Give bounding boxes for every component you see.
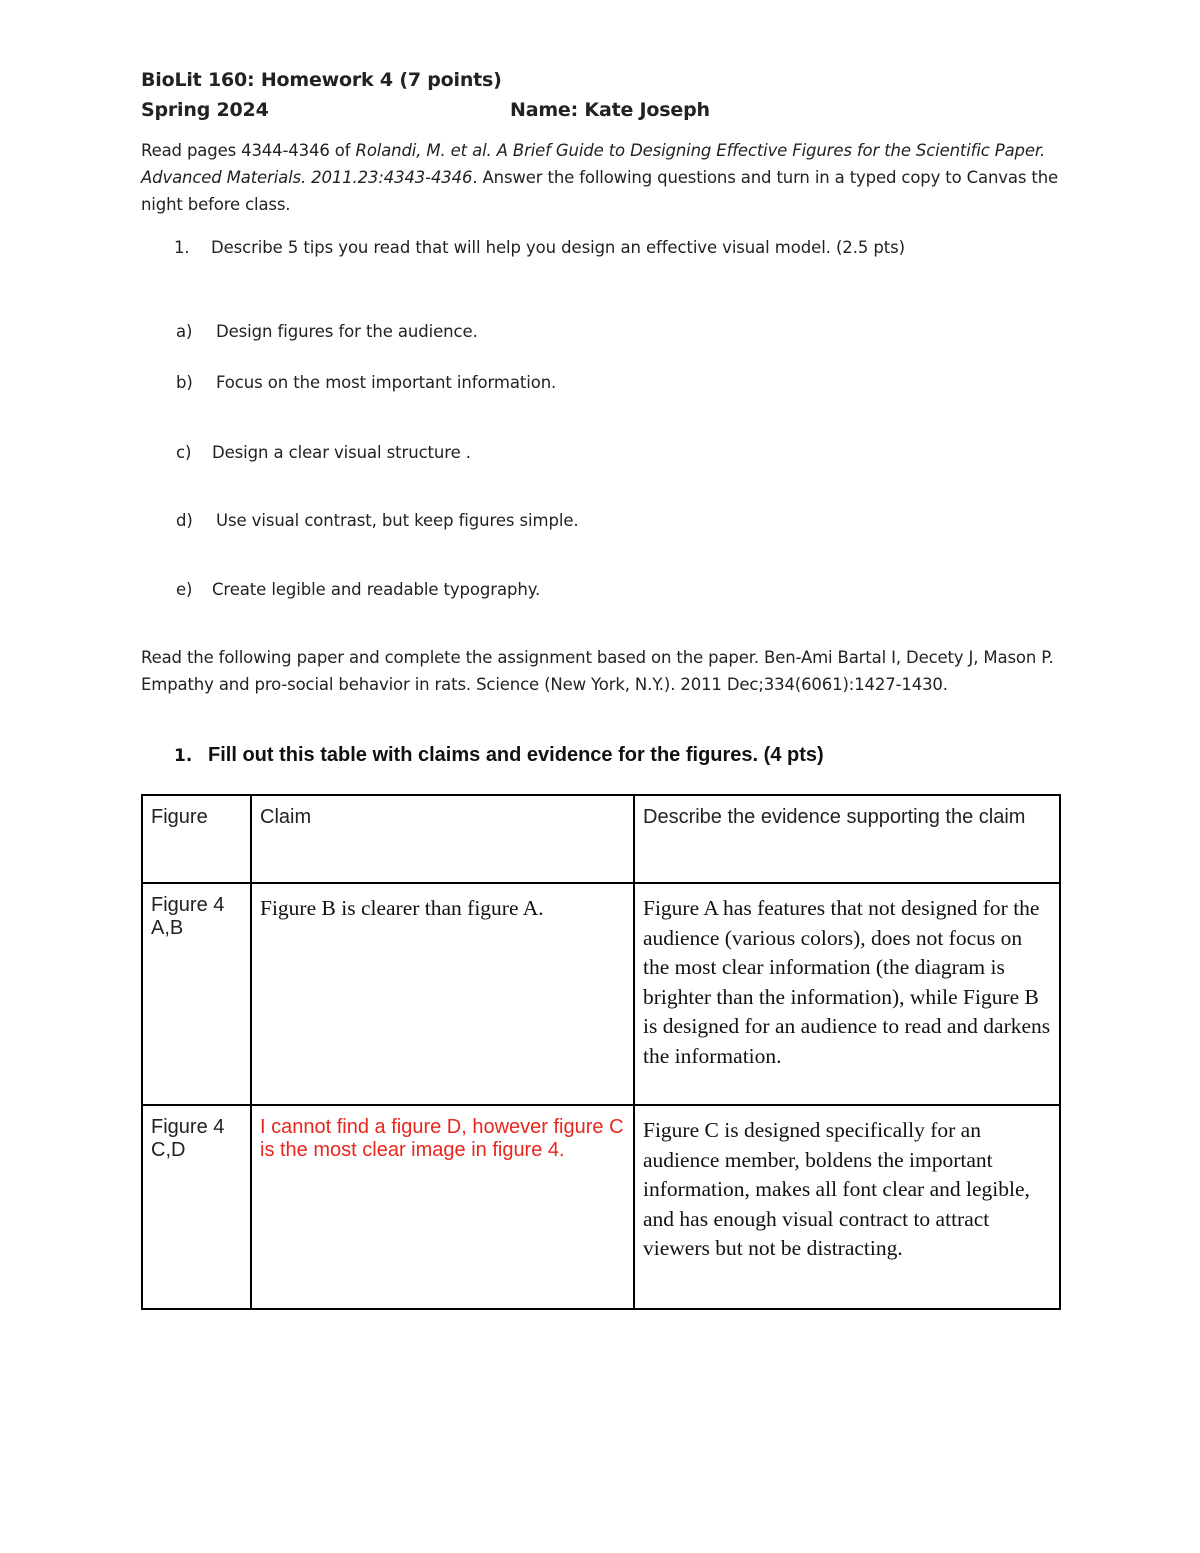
question-1 bbox=[174, 234, 905, 261]
article-citation: Rolandi, M. et al. A Brief Guide to Designing Effective Figures for the Scientific Paper. Advanced Materials. 2011.23:4343-4346 bbox=[141, 141, 1046, 187]
header-figure: Figure bbox=[142, 795, 251, 883]
tip-text: Focus on the most important information. bbox=[216, 373, 557, 392]
tip-text: Design a clear visual structure . bbox=[212, 443, 471, 462]
claims-evidence-table bbox=[141, 794, 1061, 1310]
term-label: Spring 2024 bbox=[141, 99, 269, 121]
table-task-number: 1. bbox=[174, 746, 193, 766]
tip-marker: e) bbox=[176, 580, 193, 599]
tip-text: Create legible and readable typography. bbox=[212, 580, 541, 599]
intro-text-end: . Answer the following questions and turn in a typed copy to Canvas the night before class. bbox=[141, 168, 1059, 214]
evidence-cell: Figure A has features that not designed for the audience (various colors), does not focus on the most clear information (the diagram is brighter than the information), while Figure B is designed for an audience to read and darkens the information. bbox=[634, 883, 1060, 1105]
tip-a bbox=[176, 318, 478, 345]
question-1-text: Describe 5 tips you read that will help you design an effective visual model. (2.5 pts) bbox=[211, 238, 905, 257]
table-task-text: Fill out this table with claims and evidence for the figures. (4 pts) bbox=[208, 744, 824, 766]
header-claim: Claim bbox=[251, 795, 634, 883]
tip-marker: a) bbox=[176, 322, 193, 341]
claim-cell: I cannot find a figure D, however figure C is the most clear image in figure 4. bbox=[251, 1105, 634, 1309]
table-row bbox=[142, 883, 1060, 1105]
tip-marker: b) bbox=[176, 373, 193, 392]
tip-text: Design figures for the audience. bbox=[216, 322, 478, 341]
question-1-number: 1. bbox=[174, 238, 190, 257]
figure-cell: Figure 4 A,B bbox=[142, 883, 251, 1105]
tip-text: Use visual contrast, but keep figures simple. bbox=[216, 511, 579, 530]
table-task bbox=[174, 744, 824, 767]
course-title: BioLit 160: Homework 4 (7 points) bbox=[141, 69, 502, 91]
tip-marker: c) bbox=[176, 443, 192, 462]
claim-cell: Figure B is clearer than figure A. bbox=[251, 883, 634, 1105]
evidence-cell: Figure C is designed specifically for an audience member, boldens the important information, makes all font clear and legible, and has enough visual contract to attract viewers but not be distracting. bbox=[634, 1105, 1060, 1309]
intro-text-start: Read pages 4344-4346 of bbox=[141, 141, 356, 160]
tip-e bbox=[176, 576, 540, 603]
tip-d bbox=[176, 507, 579, 534]
tip-c bbox=[176, 439, 471, 466]
figure-cell: Figure 4 C,D bbox=[142, 1105, 251, 1309]
paper-instructions: Read the following paper and complete the assignment based on the paper. Ben-Ami Bartal I, Decety J, Mason P. Empathy and pro-social behavior in rats. Science (New York, N.Y.). 2011 Dec;334(6061):1427-1430. bbox=[141, 648, 1054, 694]
table-row bbox=[142, 1105, 1060, 1309]
tip-marker: d) bbox=[176, 511, 193, 530]
tip-b bbox=[176, 369, 556, 396]
student-name: Name: Kate Joseph bbox=[510, 99, 710, 121]
header-evidence: Describe the evidence supporting the claim bbox=[634, 795, 1060, 883]
table-header-row bbox=[142, 795, 1060, 883]
intro-paragraph bbox=[141, 137, 1071, 218]
